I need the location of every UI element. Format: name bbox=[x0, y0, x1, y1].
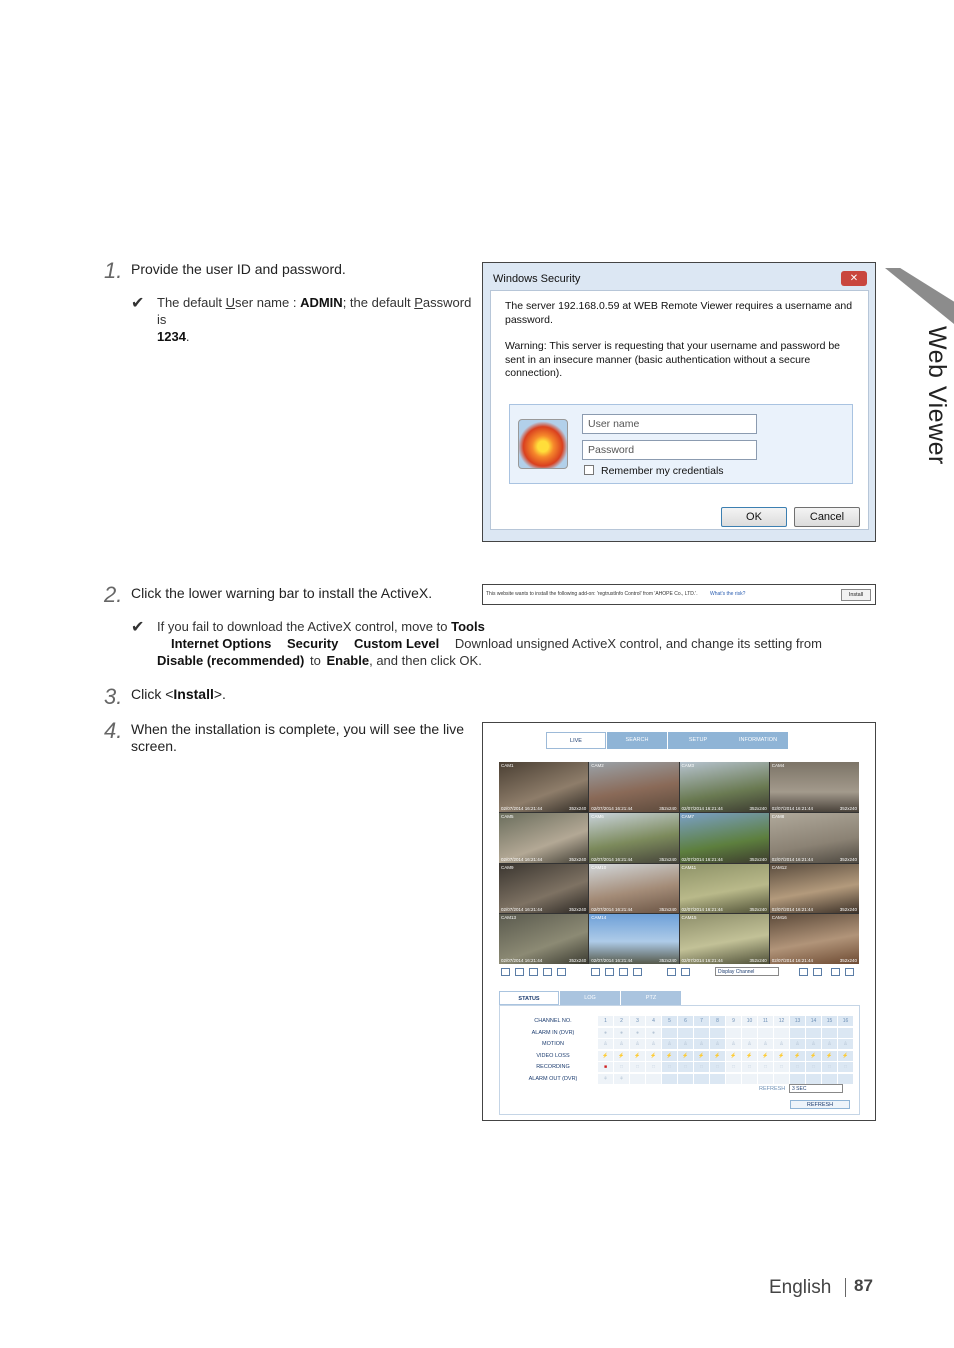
camera-tile[interactable] bbox=[589, 762, 678, 812]
camera-timestamp: 02/07/2014 16:21:44 bbox=[681, 958, 723, 963]
step-2-number: 2. bbox=[104, 582, 123, 607]
status-cell-icon bbox=[838, 1028, 853, 1038]
status-cell-icon: □ bbox=[662, 1062, 677, 1072]
camera-timestamp: 02/07/2014 16:21:44 bbox=[591, 958, 633, 963]
status-cell-icon bbox=[838, 1074, 853, 1084]
status-cell-icon: □ bbox=[678, 1062, 693, 1072]
status-cell-icon bbox=[694, 1028, 709, 1038]
status-cell-icon: ⚡ bbox=[838, 1051, 853, 1061]
footer-language: English bbox=[769, 1277, 832, 1298]
layout-4-icon[interactable] bbox=[515, 968, 524, 976]
tab-log[interactable]: LOG bbox=[560, 991, 620, 1005]
camera-timestamp: 02/07/2014 16:21:44 bbox=[681, 805, 723, 811]
audio-icon[interactable] bbox=[667, 968, 676, 976]
camera-label: CAM15 bbox=[681, 915, 697, 921]
tab-setup[interactable]: SETUP bbox=[668, 732, 728, 749]
camera-tile[interactable] bbox=[499, 813, 588, 863]
status-cell-icon bbox=[646, 1074, 661, 1084]
channel-number: 5 bbox=[662, 1016, 677, 1026]
camera-label: CAM4 bbox=[771, 763, 785, 768]
status-cell-icon: ♙ bbox=[838, 1039, 853, 1049]
status-cell-icon bbox=[630, 1074, 645, 1084]
camera-label: CAM16 bbox=[771, 915, 787, 921]
status-cell-icon: □ bbox=[614, 1062, 629, 1072]
camera-resolution: 352x240 bbox=[749, 907, 767, 913]
status-cell-icon: ⚡ bbox=[758, 1051, 773, 1061]
save-icon[interactable] bbox=[799, 968, 808, 976]
status-cell-icon: □ bbox=[838, 1062, 853, 1072]
status-cell-icon: ♙ bbox=[678, 1039, 693, 1049]
channel-number: 1 bbox=[598, 1016, 613, 1026]
whats-the-risk-link[interactable]: What's the risk? bbox=[710, 591, 746, 597]
status-cell-icon: ♙ bbox=[662, 1039, 677, 1049]
status-cell-icon: ♙ bbox=[790, 1039, 805, 1049]
status-cell-icon: □ bbox=[742, 1062, 757, 1072]
credential-panel bbox=[509, 404, 853, 484]
status-cell-icon: ♙ bbox=[694, 1039, 709, 1049]
camera-resolution: 352x240 bbox=[568, 805, 587, 811]
status-cell-icon bbox=[758, 1028, 773, 1038]
zoom-icon[interactable] bbox=[619, 968, 628, 976]
status-cell-icon bbox=[662, 1028, 677, 1038]
camera-label: CAM3 bbox=[681, 763, 695, 768]
checkmark-icon: ✔ bbox=[131, 295, 145, 312]
camera-label: CAM6 bbox=[591, 813, 604, 819]
camera-tile[interactable] bbox=[770, 914, 859, 964]
status-cell-icon: □ bbox=[726, 1062, 741, 1072]
step-3-text: Click <Install>. bbox=[131, 686, 226, 702]
camera-timestamp: 02/07/2014 16:21:44 bbox=[681, 856, 723, 862]
status-cell-icon bbox=[726, 1028, 741, 1038]
camera-tile[interactable] bbox=[770, 864, 859, 914]
fullscreen-icon[interactable] bbox=[633, 968, 642, 976]
camera-tile[interactable] bbox=[589, 914, 678, 964]
remember-credentials-checkbox[interactable] bbox=[584, 465, 724, 477]
side-tab-shape bbox=[885, 268, 954, 324]
refresh-interval-select[interactable]: 3 SEC bbox=[789, 1084, 843, 1093]
status-cell-icon: ⚡ bbox=[662, 1051, 677, 1061]
status-cell-icon: ⚡ bbox=[806, 1051, 821, 1061]
camera-timestamp: 02/07/2014 16:21:44 bbox=[591, 907, 633, 913]
status-cell-icon: □ bbox=[774, 1062, 789, 1072]
alarm-icon[interactable] bbox=[681, 968, 690, 976]
camera-tile[interactable] bbox=[680, 813, 769, 863]
page-number: 87 bbox=[854, 1276, 873, 1295]
camera-label: CAM5 bbox=[501, 813, 514, 819]
camera-timestamp: 02/07/2014 16:21:44 bbox=[591, 856, 633, 862]
camera-tile[interactable] bbox=[499, 762, 588, 812]
camera-resolution: 352x240 bbox=[659, 907, 677, 913]
camera-grid bbox=[499, 762, 859, 964]
camera-tile[interactable] bbox=[680, 914, 769, 964]
channel-number: 4 bbox=[646, 1016, 661, 1026]
footer-divider bbox=[845, 1278, 846, 1297]
status-cell-icon: ■ bbox=[598, 1062, 613, 1072]
status-cell-icon: ♙ bbox=[630, 1039, 645, 1049]
camera-tile[interactable] bbox=[770, 813, 859, 863]
chapter-title: Web Viewer bbox=[923, 326, 951, 465]
camera-timestamp: 02/07/2014 16:21:44 bbox=[771, 805, 814, 811]
channel-number: 13 bbox=[790, 1016, 805, 1026]
status-cell-icon: ♙ bbox=[822, 1039, 837, 1049]
channel-number: 9 bbox=[726, 1016, 741, 1026]
camera-tile[interactable] bbox=[680, 864, 769, 914]
close-icon[interactable]: ✕ bbox=[841, 271, 867, 286]
status-cell-icon bbox=[662, 1074, 677, 1084]
step-1-text: Provide the user ID and password. bbox=[131, 261, 346, 277]
note-activex-fallback: If you fail to download the ActiveX control, move to Tools Internet Options Security Custom Level Download unsigned ActiveX control, and change its setting from Disable (recommended) to Enable, and then click OK. bbox=[157, 619, 822, 668]
camera-resolution: 352x240 bbox=[659, 958, 677, 963]
status-cell-icon: ● bbox=[598, 1028, 613, 1038]
status-cell-icon bbox=[774, 1074, 789, 1084]
status-cell-icon: ♙ bbox=[646, 1039, 661, 1049]
status-cell-icon: □ bbox=[790, 1062, 805, 1072]
refresh-button[interactable]: REFRESH bbox=[790, 1100, 850, 1109]
camera-label: CAM13 bbox=[501, 915, 517, 921]
status-cell-icon bbox=[758, 1074, 773, 1084]
channel-number: 11 bbox=[758, 1016, 773, 1026]
camera-timestamp: 02/07/2014 16:21:44 bbox=[501, 856, 543, 862]
status-cell-icon: ⚘ bbox=[598, 1074, 613, 1084]
camera-tile[interactable] bbox=[589, 864, 678, 914]
tab-information[interactable]: INFORMATION bbox=[728, 732, 788, 749]
status-cell-icon: □ bbox=[806, 1062, 821, 1072]
camera-resolution: 352x240 bbox=[839, 805, 857, 811]
layout-1-icon[interactable] bbox=[501, 968, 510, 976]
remember-label: Remember my credentials bbox=[601, 465, 724, 477]
camera-resolution: 352x240 bbox=[749, 856, 767, 862]
layout-16-icon[interactable] bbox=[557, 968, 566, 976]
status-cell-icon bbox=[822, 1074, 837, 1084]
status-cell-icon: ♙ bbox=[758, 1039, 773, 1049]
camera-label: CAM2 bbox=[591, 763, 604, 768]
status-cell-icon: ⚡ bbox=[598, 1051, 613, 1061]
status-cell-icon bbox=[678, 1028, 693, 1038]
channel-number: 3 bbox=[630, 1016, 645, 1026]
dialog-title: Windows Security bbox=[493, 273, 581, 285]
status-cell-icon: □ bbox=[758, 1062, 773, 1072]
status-cell-icon: ⚡ bbox=[726, 1051, 741, 1061]
status-cell-icon: ⚡ bbox=[614, 1051, 629, 1061]
channel-number: 7 bbox=[694, 1016, 709, 1026]
camera-resolution: 352x240 bbox=[749, 958, 767, 963]
camera-timestamp: 02/07/2014 16:21:44 bbox=[771, 907, 814, 913]
status-cell-icon bbox=[726, 1074, 741, 1084]
status-row-label: CHANNEL NO. bbox=[534, 1018, 572, 1024]
tab-status[interactable]: STATUS bbox=[499, 991, 559, 1005]
camera-timestamp: 02/07/2014 16:21:44 bbox=[681, 907, 723, 913]
install-button[interactable]: Install bbox=[841, 589, 871, 601]
status-cell-icon bbox=[710, 1074, 725, 1084]
live-viewer-screenshot bbox=[482, 722, 876, 1121]
layout-13-icon[interactable] bbox=[543, 968, 552, 976]
status-cell-icon: ● bbox=[614, 1028, 629, 1038]
status-cell-icon: ♙ bbox=[710, 1039, 725, 1049]
camera-label: CAM8 bbox=[771, 813, 785, 819]
display-channel-select[interactable]: Display Channel bbox=[715, 967, 779, 976]
step-4-number: 4. bbox=[104, 718, 123, 743]
cancel-button[interactable]: Cancel bbox=[794, 507, 860, 527]
status-row-label: ALARM IN (DVR) bbox=[531, 1029, 575, 1036]
camera-label: CAM10 bbox=[591, 864, 607, 870]
camera-label: CAM14 bbox=[591, 915, 607, 921]
username-input[interactable]: User name bbox=[582, 414, 757, 434]
channel-number: 15 bbox=[822, 1016, 837, 1026]
status-row-label: RECORDING bbox=[536, 1064, 570, 1070]
channel-number: 16 bbox=[838, 1016, 853, 1026]
camera-timestamp: 02/07/2014 16:21:44 bbox=[591, 805, 633, 811]
camera-tile[interactable] bbox=[589, 813, 678, 863]
layout-9-icon[interactable] bbox=[529, 968, 538, 976]
capture-icon[interactable] bbox=[605, 968, 614, 976]
status-cell-icon bbox=[822, 1028, 837, 1038]
status-row-label: ALARM OUT (DVR) bbox=[528, 1075, 578, 1082]
dialog-body bbox=[490, 290, 869, 530]
camera-resolution: 352x240 bbox=[568, 907, 587, 913]
user-tile-icon bbox=[518, 419, 568, 469]
camera-timestamp: 02/07/2014 16:21:44 bbox=[501, 958, 543, 963]
channel-number: 12 bbox=[774, 1016, 789, 1026]
ok-button[interactable]: OK bbox=[721, 507, 787, 527]
channel-number: 10 bbox=[742, 1016, 757, 1026]
status-cell-icon: ● bbox=[630, 1028, 645, 1038]
camera-timestamp: 02/07/2014 16:21:44 bbox=[771, 958, 814, 963]
status-cell-icon: ⚡ bbox=[790, 1051, 805, 1061]
camera-timestamp: 02/07/2014 16:21:44 bbox=[501, 907, 543, 913]
checkbox-icon bbox=[584, 465, 594, 475]
password-input[interactable]: Password bbox=[582, 440, 757, 460]
channel-number: 8 bbox=[710, 1016, 725, 1026]
status-cell-icon bbox=[742, 1028, 757, 1038]
chapter-side-tab bbox=[885, 268, 954, 478]
status-cell-icon: ⚡ bbox=[822, 1051, 837, 1061]
status-cell-icon: ♙ bbox=[742, 1039, 757, 1049]
status-cell-icon: ⚡ bbox=[630, 1051, 645, 1061]
channel-number: 6 bbox=[678, 1016, 693, 1026]
activex-message: This website wants to install the following add-on: 'regtrustInfo Control' from 'AHOPE Co., LTD.'. bbox=[486, 591, 698, 597]
status-cell-icon: ♙ bbox=[806, 1039, 821, 1049]
status-cell-icon: □ bbox=[630, 1062, 645, 1072]
status-cell-icon: ⚡ bbox=[694, 1051, 709, 1061]
status-cell-icon: ♙ bbox=[774, 1039, 789, 1049]
camera-tile[interactable] bbox=[499, 914, 588, 964]
note-default-credentials: The default User name : ADMIN; the default Password is 1234. bbox=[157, 295, 472, 344]
status-row-label: VIDEO LOSS bbox=[536, 1052, 570, 1059]
step-3-number: 3. bbox=[104, 684, 123, 709]
camera-resolution: 352x240 bbox=[568, 958, 587, 963]
sequence-icon[interactable] bbox=[591, 968, 600, 976]
camera-timestamp: 02/07/2014 16:21:44 bbox=[771, 856, 814, 862]
camera-resolution: 352x240 bbox=[659, 805, 677, 811]
refresh-label: REFRESH bbox=[759, 1086, 786, 1092]
camera-resolution: 352x240 bbox=[839, 958, 857, 963]
status-cell-icon: □ bbox=[710, 1062, 725, 1072]
camera-tile[interactable] bbox=[680, 762, 769, 812]
step-2-text: Click the lower warning bar to install the ActiveX. bbox=[131, 585, 433, 601]
status-cell-icon: ⚘ bbox=[614, 1074, 629, 1084]
camera-resolution: 352x240 bbox=[749, 805, 767, 811]
tab-ptz[interactable]: PTZ bbox=[621, 991, 681, 1005]
camera-label: CAM7 bbox=[681, 813, 695, 819]
status-cell-icon: ⚡ bbox=[742, 1051, 757, 1061]
channel-number: 2 bbox=[614, 1016, 629, 1026]
status-cell-icon bbox=[710, 1028, 725, 1038]
camera-resolution: 352x240 bbox=[659, 856, 677, 862]
status-cell-icon: ⚡ bbox=[678, 1051, 693, 1061]
status-cell-icon: □ bbox=[822, 1062, 837, 1072]
status-cell-icon: ♙ bbox=[726, 1039, 741, 1049]
status-cell-icon bbox=[678, 1074, 693, 1084]
status-cell-icon bbox=[790, 1074, 805, 1084]
status-cell-icon bbox=[774, 1028, 789, 1038]
dialog-warning: Warning: This server is requesting that your username and password be sent in an insecure manner (basic authentication without a secure connection). bbox=[505, 340, 841, 379]
camera-resolution: 352x240 bbox=[568, 856, 587, 862]
step-4-text: When the installation is complete, you will see the live screen. bbox=[131, 721, 465, 754]
status-cell-icon: ⚡ bbox=[774, 1051, 789, 1061]
status-panel bbox=[499, 1005, 860, 1115]
camera-resolution: 352x240 bbox=[839, 907, 857, 913]
status-row-label: MOTION bbox=[542, 1041, 564, 1047]
camera-tile[interactable] bbox=[770, 762, 859, 812]
print-icon[interactable] bbox=[813, 968, 822, 976]
activex-warning-bar[interactable] bbox=[482, 584, 876, 605]
windows-security-dialog bbox=[482, 262, 876, 542]
camera-label: CAM1 bbox=[501, 763, 514, 768]
view-toolbar bbox=[499, 967, 859, 978]
status-cell-icon: ● bbox=[646, 1028, 661, 1038]
status-cell-icon: ♙ bbox=[598, 1039, 613, 1049]
tab-search[interactable]: SEARCH bbox=[607, 732, 667, 749]
camera-tile[interactable] bbox=[499, 864, 588, 914]
dialog-message: The server 192.168.0.59 at WEB Remote Viewer requires a username and password. bbox=[505, 300, 853, 326]
status-cell-icon: ⚡ bbox=[710, 1051, 725, 1061]
channel-number: 14 bbox=[806, 1016, 821, 1026]
tab-live[interactable]: LIVE bbox=[546, 732, 606, 749]
settings-icon[interactable] bbox=[845, 968, 854, 976]
camera-resolution: 352x240 bbox=[839, 856, 857, 862]
status-cell-icon bbox=[694, 1074, 709, 1084]
step-1-number: 1. bbox=[104, 258, 123, 283]
status-cell-icon bbox=[806, 1074, 821, 1084]
status-cell-icon: □ bbox=[646, 1062, 661, 1072]
status-cell-icon: ♙ bbox=[614, 1039, 629, 1049]
status-cell-icon bbox=[790, 1028, 805, 1038]
camera-label: CAM9 bbox=[501, 864, 514, 870]
camera-label: CAM12 bbox=[771, 864, 787, 870]
camera-timestamp: 02/07/2014 16:21:44 bbox=[501, 805, 543, 811]
status-cell-icon: □ bbox=[694, 1062, 709, 1072]
status-cell-icon bbox=[806, 1028, 821, 1038]
camera-label: CAM11 bbox=[681, 864, 697, 870]
snapshot-icon[interactable] bbox=[831, 968, 840, 976]
status-cell-icon: ⚡ bbox=[646, 1051, 661, 1061]
checkmark-icon: ✔ bbox=[131, 619, 145, 636]
status-cell-icon bbox=[742, 1074, 757, 1084]
